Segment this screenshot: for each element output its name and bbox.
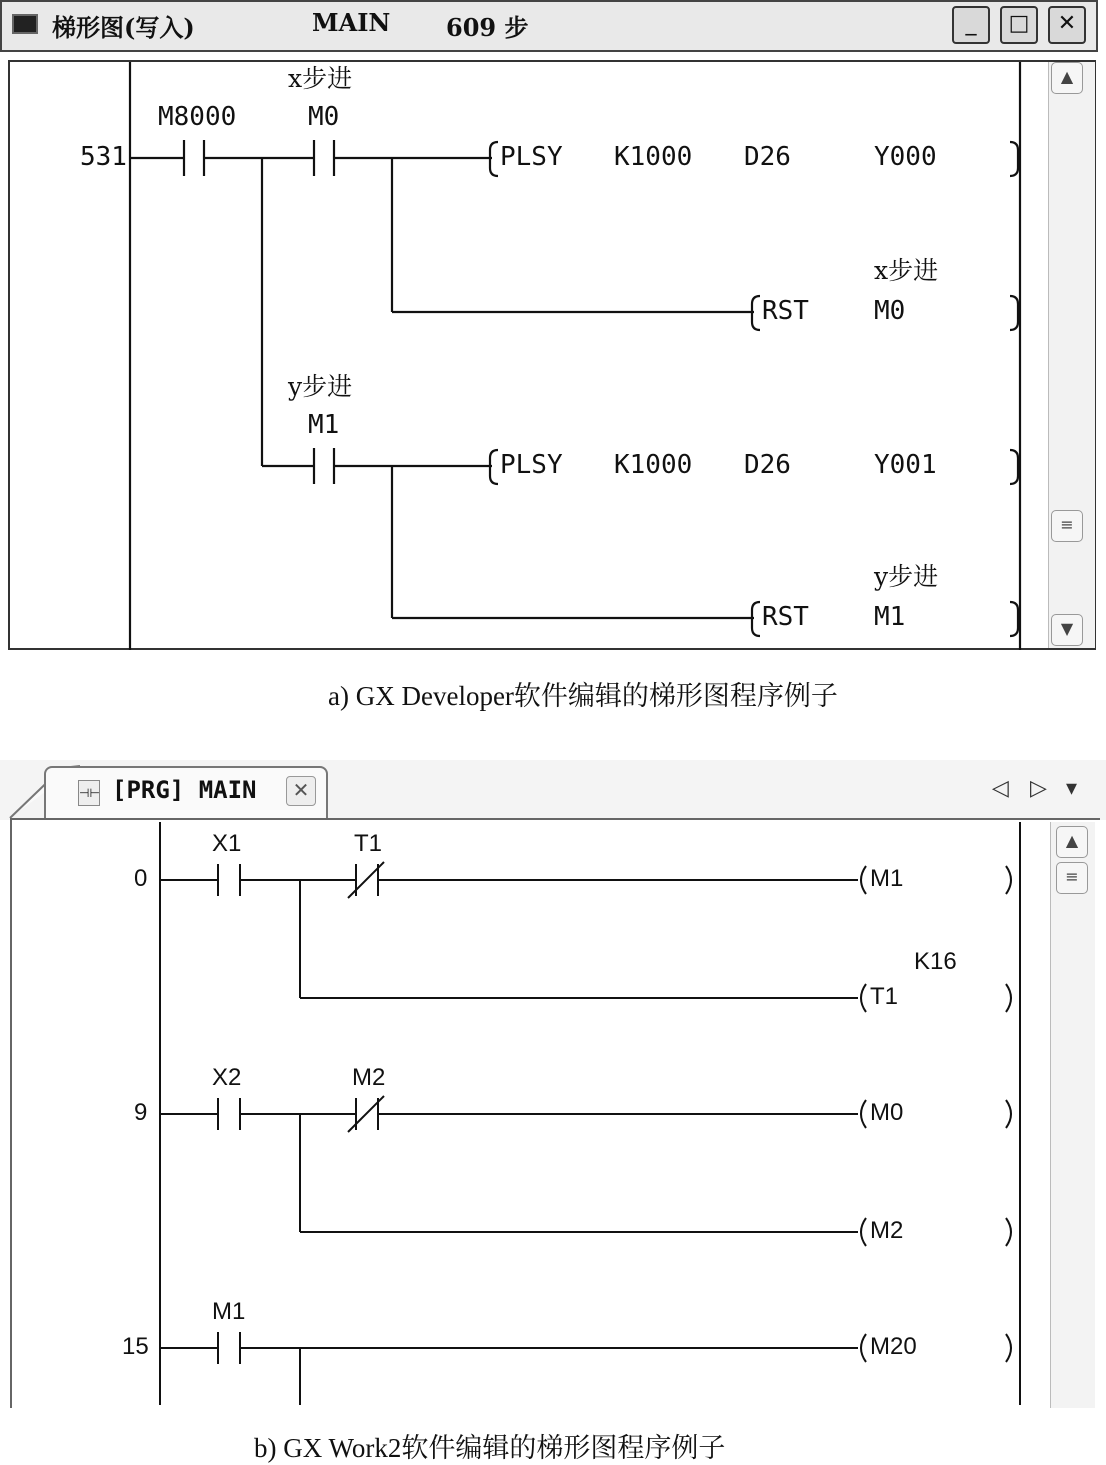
contact-label: X1 <box>212 830 242 857</box>
minimize-button[interactable]: _ <box>952 6 990 44</box>
tab-menu-icon[interactable]: ▾ <box>1066 776 1078 801</box>
scroll-up-icon[interactable]: ▲ <box>1051 62 1083 94</box>
ladder-file-icon: ⊣⊢ <box>78 780 100 806</box>
scroll-down-icon[interactable]: ▼ <box>1051 614 1083 646</box>
instruction-op: PLSY <box>500 450 563 480</box>
instruction-op: RST <box>762 296 809 326</box>
instruction-arg: K1000 <box>614 450 693 480</box>
scroll-up-icon[interactable]: ▲ <box>1056 826 1088 858</box>
contact-label: M1 <box>308 410 340 440</box>
instruction-op: RST <box>762 602 809 632</box>
coil-label: M2 <box>870 1217 904 1244</box>
instruction-arg: M0 <box>874 296 906 326</box>
instruction-comment: x步进 <box>874 256 939 285</box>
contact-label: X2 <box>212 1064 242 1091</box>
caption-a: a) GX Developer软件编辑的梯形图程序例子 <box>328 681 838 711</box>
coil-label: M20 <box>870 1333 917 1360</box>
instruction-comment: y步进 <box>874 562 939 591</box>
step-number: 15 <box>122 1333 149 1360</box>
contact-comment: y步进 <box>288 372 353 401</box>
instruction-arg: M1 <box>874 602 906 632</box>
scroll-thumb[interactable]: ≡ <box>1051 510 1083 542</box>
instruction-arg: Y000 <box>874 142 937 172</box>
instruction-op: PLSY <box>500 142 563 172</box>
instruction-arg: D26 <box>744 450 791 480</box>
coil-label: M0 <box>870 1099 904 1126</box>
tab-next-icon[interactable]: ▷ <box>1030 776 1047 801</box>
step-count: 609 步 <box>446 13 529 42</box>
contact-label: T1 <box>354 830 383 857</box>
scroll-thumb[interactable]: ≡ <box>1056 862 1088 894</box>
close-button[interactable]: ✕ <box>1048 6 1086 44</box>
contact-label: M2 <box>352 1064 386 1091</box>
coil-label: T1 <box>870 983 899 1010</box>
maximize-button[interactable]: □ <box>1000 6 1038 44</box>
tab-prev-icon[interactable]: ◁ <box>992 776 1009 801</box>
contact-label: M8000 <box>158 102 237 132</box>
contact-label: M0 <box>308 102 340 132</box>
step-number: 531 <box>80 142 127 172</box>
step-number: 0 <box>134 865 148 892</box>
instruction-arg: Y001 <box>874 450 937 480</box>
step-number: 9 <box>134 1099 148 1126</box>
window-title: 梯形图(写入) <box>52 13 195 42</box>
program-name: MAIN <box>312 8 391 37</box>
contact-comment: x步进 <box>288 64 353 93</box>
tab-label: [PRG] MAIN <box>112 776 257 804</box>
close-icon[interactable]: ✕ <box>286 776 316 806</box>
instruction-arg: D26 <box>744 142 791 172</box>
caption-b: b) GX Work2软件编辑的梯形图程序例子 <box>254 1433 726 1463</box>
instruction-arg: K1000 <box>614 142 693 172</box>
coil-label: M1 <box>870 865 904 892</box>
timer-setting: K16 <box>914 948 957 975</box>
contact-label: M1 <box>212 1298 246 1325</box>
